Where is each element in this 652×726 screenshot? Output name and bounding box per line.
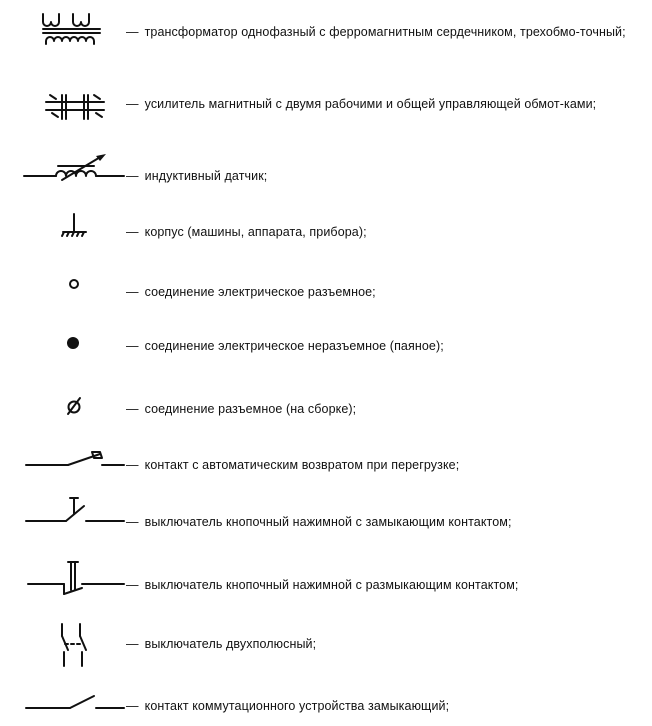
- magnetic-amplifier-symbol: [44, 92, 108, 122]
- entry-detachable: — соединение электрическое разъемное;: [126, 285, 376, 299]
- make-contact-symbol: [24, 692, 128, 716]
- entry-push-break: — выключатель кнопочный нажимной с размыкающим контактом;: [126, 578, 519, 592]
- push-button-make-symbol: [24, 494, 128, 528]
- open-circle-symbol: [66, 276, 82, 292]
- entry-sensor: — индуктивный датчик;: [126, 169, 268, 183]
- entry-overload: — контакт с автоматическим возвратом при перегрузке;: [126, 458, 460, 472]
- entry-two-pole: — выключатель двухполюсный;: [126, 637, 317, 651]
- entry-ground: — корпус (машины, аппарата, прибора);: [126, 225, 367, 239]
- entry-transformer: — трансформатор однофазный с ферромагнитным сердечником, трехобмо-точный;: [126, 25, 626, 39]
- slashed-circle-symbol: [64, 396, 84, 416]
- entry-assembly: — соединение разъемное (на сборке);: [126, 402, 357, 416]
- entry-make-contact: — контакт коммутационного устройства замыкающий;: [126, 699, 450, 713]
- filled-dot-symbol: [64, 334, 82, 352]
- inductive-sensor-symbol: [22, 152, 128, 186]
- overload-contact-symbol: [24, 448, 128, 474]
- single-phase-transformer-symbol: [40, 8, 110, 48]
- push-button-break-symbol: [26, 558, 128, 600]
- entry-amplifier: — усилитель магнитный с двумя рабочими и общей управляющей обмот-ками;: [126, 97, 597, 111]
- two-pole-switch-symbol: [54, 622, 94, 668]
- entry-permanent: — соединение электрическое неразъемное (паяное);: [126, 339, 444, 353]
- entry-push-make: — выключатель кнопочный нажимной с замыкающим контактом;: [126, 515, 512, 529]
- chassis-ground-symbol: [60, 212, 88, 240]
